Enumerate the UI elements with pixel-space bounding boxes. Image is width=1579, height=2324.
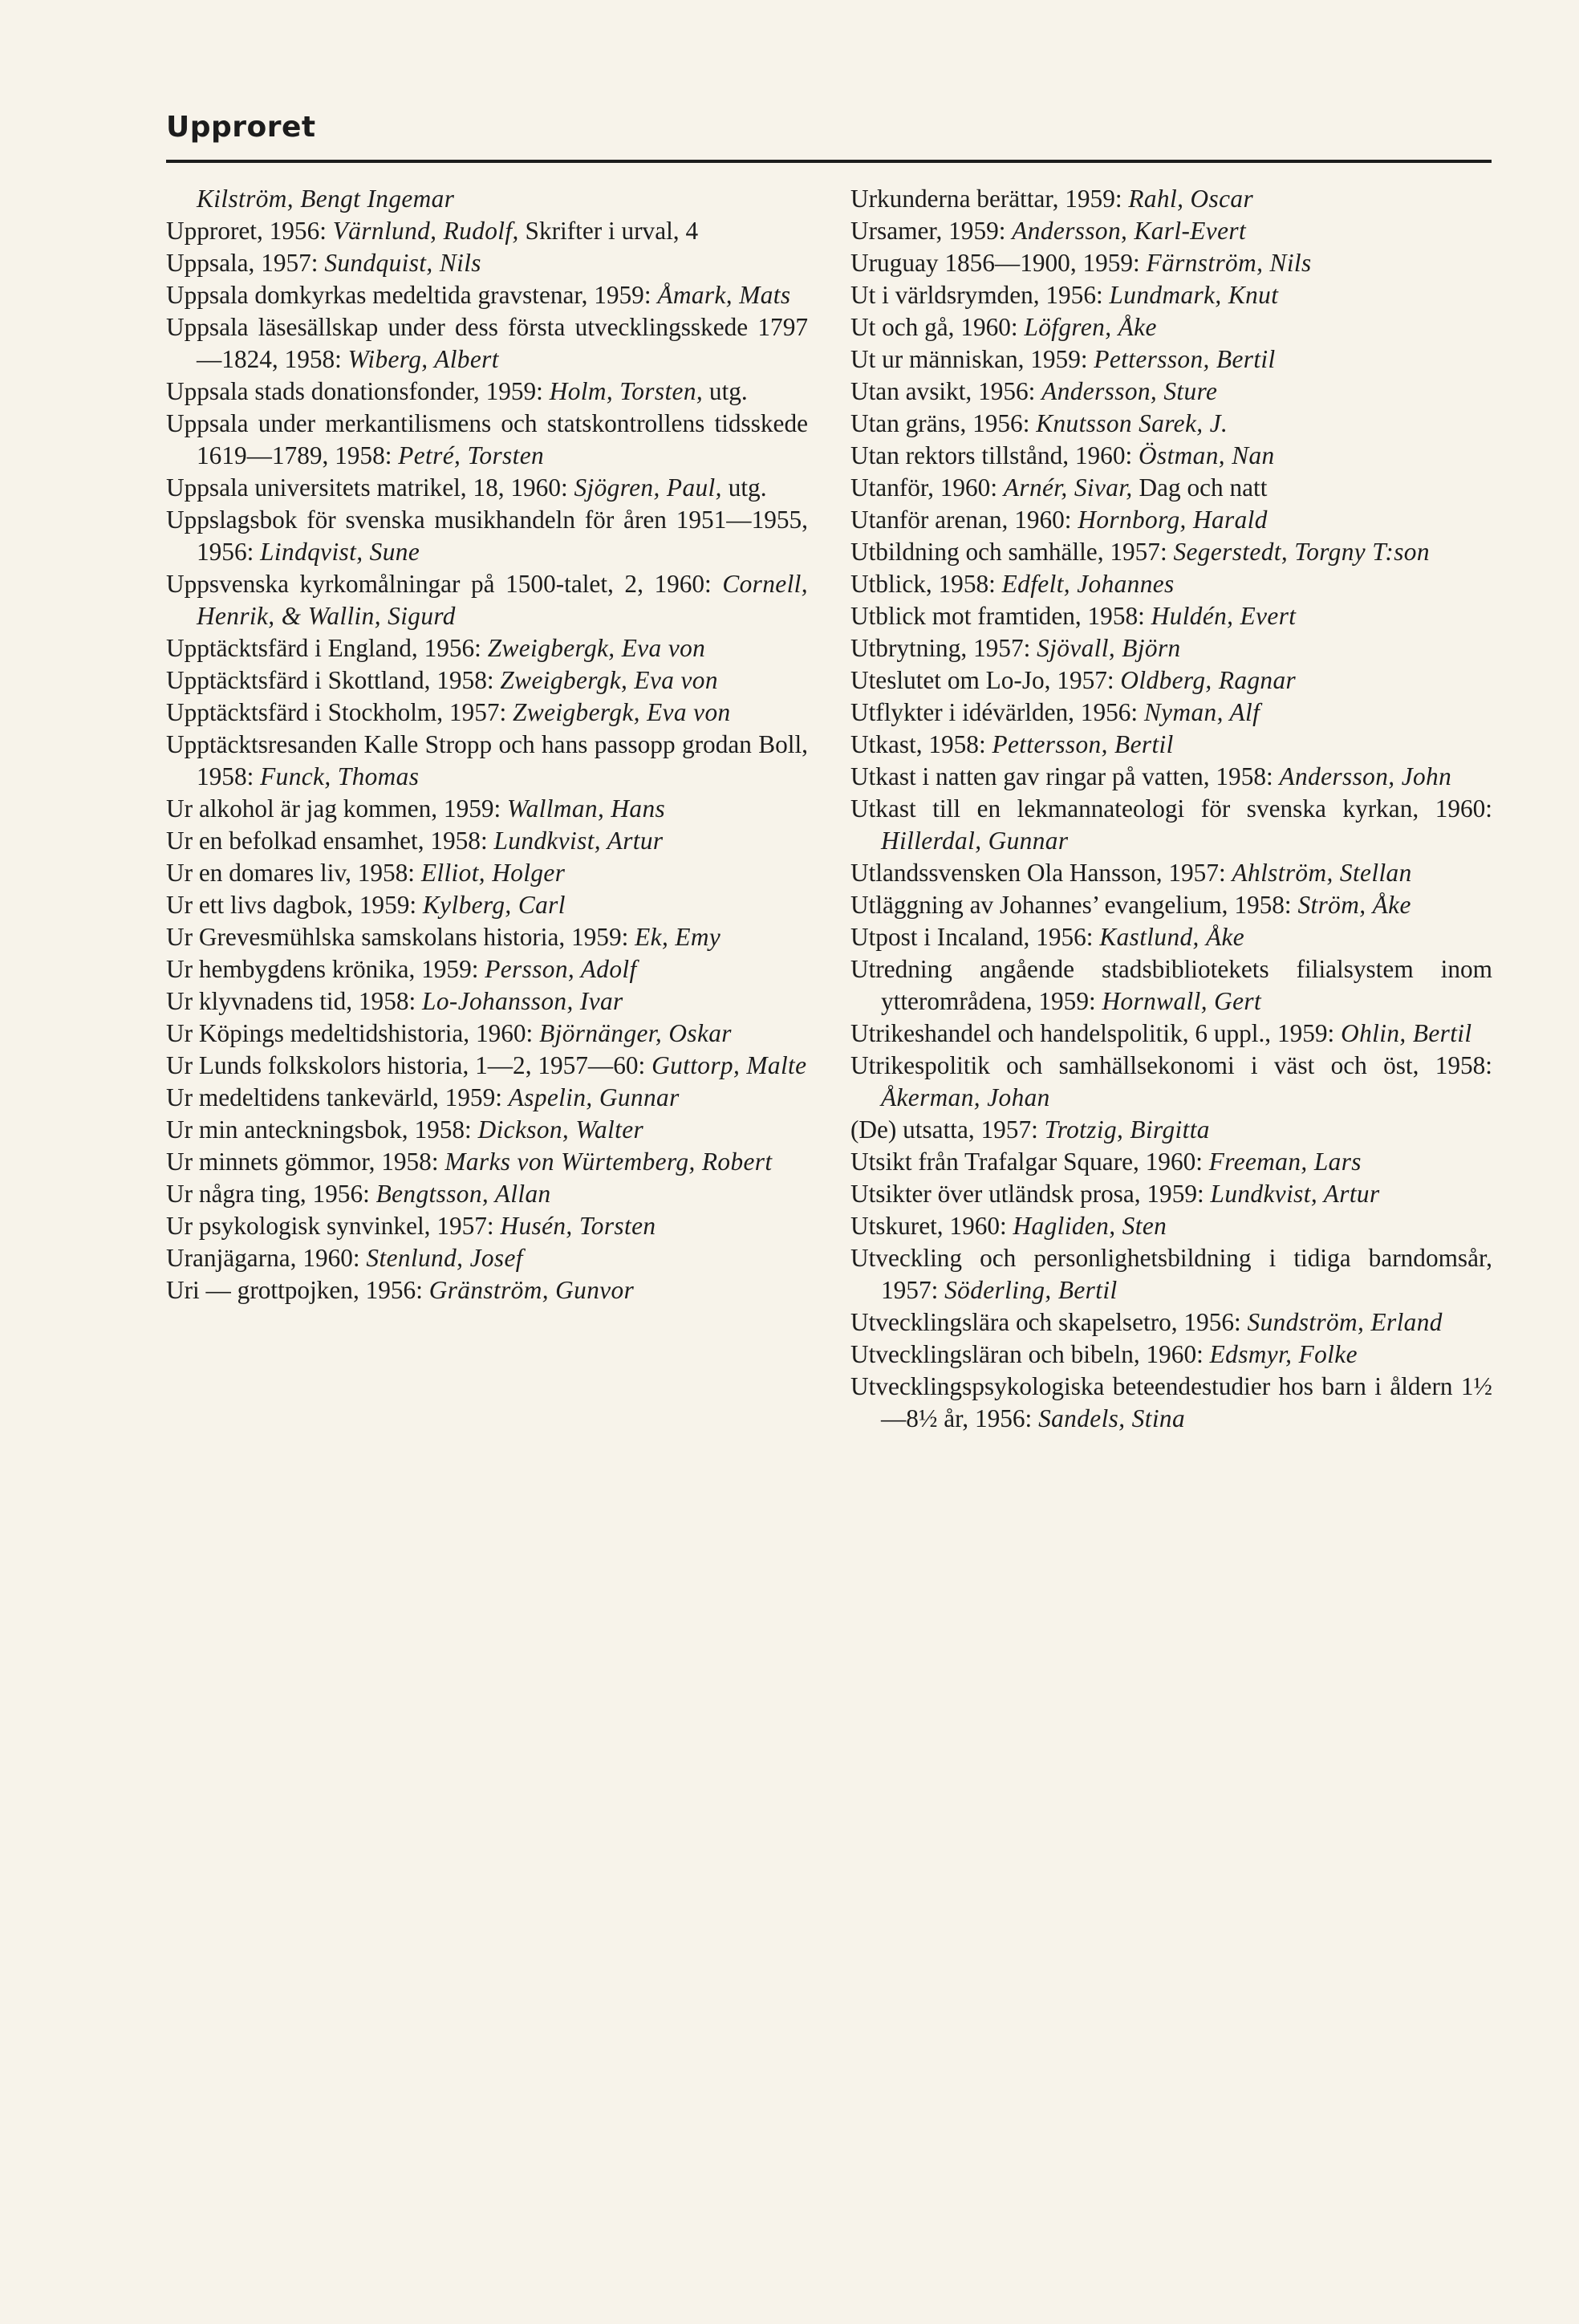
index-entry <box>850 632 1492 664</box>
index-entry <box>166 632 808 664</box>
entry-title: Utlandssvensken Ola Hansson, 1957: <box>850 859 1232 887</box>
entry-title: Utblick mot framtiden, 1958: <box>850 602 1151 630</box>
entry-author: Zweigbergk, Eva von <box>513 698 731 726</box>
entry-author: Ahlström, Stellan <box>1232 859 1412 887</box>
entry-author: Funck, Thomas <box>260 762 420 790</box>
index-entry <box>850 1050 1492 1114</box>
entry-author: Östman, Nan <box>1139 441 1275 469</box>
entry-title: Utbildning och samhälle, 1957: <box>850 538 1174 566</box>
entry-extra: Dag och natt <box>1132 473 1268 502</box>
entry-title: Utläggning av Johannes’ evangelium, 1958: <box>850 891 1298 919</box>
entry-title: Uri — grottpojken, 1956: <box>166 1276 429 1304</box>
entry-title: Ur en domares liv, 1958: <box>166 859 421 887</box>
index-entry <box>850 729 1492 761</box>
entry-title: Ur klyvnadens tid, 1958: <box>166 987 423 1015</box>
index-entry <box>850 343 1492 376</box>
entry-author: Nyman, Alf <box>1143 698 1260 726</box>
index-entry <box>850 440 1492 472</box>
entry-title: Ursamer, 1959: <box>850 217 1013 245</box>
entry-author: Hornborg, Harald <box>1078 506 1268 534</box>
entry-title: Utkast till en lekmannateologi för svenska kyrkan, 1960: <box>850 794 1492 823</box>
index-column-left <box>166 183 808 1306</box>
index-entry <box>850 183 1492 215</box>
index-entry <box>850 697 1492 729</box>
entry-author: Ström, Åke <box>1297 891 1411 919</box>
entry-author: Huldén, Evert <box>1151 602 1297 630</box>
entry-author: Sandels, Stina <box>1038 1404 1186 1432</box>
entry-title: Utpost i Incaland, 1956: <box>850 923 1100 951</box>
entry-title: Utan gräns, 1956: <box>850 409 1037 437</box>
entry-author: Elliot, Holger <box>420 859 566 887</box>
index-entry <box>850 889 1492 921</box>
index-entry <box>850 279 1492 311</box>
entry-author: Sundström, Erland <box>1247 1308 1443 1336</box>
index-entry <box>166 1114 808 1146</box>
entry-title: Utrikespolitik och samhällsekonomi i väst och öst, 1958: <box>850 1051 1492 1079</box>
entry-author: Värnlund, Rudolf, <box>332 217 519 245</box>
index-entry <box>850 568 1492 600</box>
entry-title: Utan rektors tillstånd, 1960: <box>850 441 1139 469</box>
entry-author: Sundquist, Nils <box>324 249 481 277</box>
index-entry <box>850 1210 1492 1242</box>
index-entry <box>166 921 808 953</box>
index-entry <box>850 311 1492 343</box>
entry-author: Lo-Johansson, Ivar <box>422 987 623 1015</box>
entry-title: Utrikeshandel och handelspolitik, 6 uppl., 1959: <box>850 1019 1342 1047</box>
index-entry <box>166 889 808 921</box>
entry-author: Pettersson, Bertil <box>1094 345 1276 373</box>
index-entry <box>850 408 1492 440</box>
index-entry <box>166 1050 808 1082</box>
entry-title: Upproret, 1956: <box>166 217 333 245</box>
index-entry <box>166 697 808 729</box>
entry-author: Stenlund, Josef <box>366 1244 523 1272</box>
entry-author: Marks von Würtemberg, Robert <box>444 1148 773 1176</box>
entry-title: Utflykter i idévärlden, 1956: <box>850 698 1144 726</box>
index-entry <box>850 215 1492 247</box>
entry-author: Sjögren, Paul, <box>574 473 722 502</box>
entry-author: Holm, Torsten, <box>549 377 704 405</box>
entry-extra: Skrifter i urval, 4 <box>518 217 699 245</box>
entry-author: Lindqvist, Sune <box>260 538 420 566</box>
entry-author: Oldberg, Ragnar <box>1120 666 1297 694</box>
index-entry <box>850 376 1492 408</box>
entry-title: Ur alkohol är jag kommen, 1959: <box>166 794 508 823</box>
index-entry <box>166 1018 808 1050</box>
entry-author: Dickson, Walter <box>477 1115 644 1144</box>
entry-author: Åkerman, Johan <box>881 1083 1050 1111</box>
entry-author: Björnänger, Oskar <box>539 1019 732 1047</box>
index-entry <box>850 761 1492 793</box>
entry-author: Ohlin, Bertil <box>1341 1019 1472 1047</box>
entry-title: Ur psykologisk synvinkel, 1957: <box>166 1212 501 1240</box>
index-entry <box>166 825 808 857</box>
index-entry <box>850 1114 1492 1146</box>
entry-title: Ur hembygdens krönika, 1959: <box>166 955 485 983</box>
entry-title: Urkunderna berättar, 1959: <box>850 185 1129 213</box>
index-entry <box>850 1242 1492 1306</box>
entry-title: Upptäcktsfärd i Stockholm, 1957: <box>166 698 513 726</box>
index-entry <box>850 664 1492 697</box>
index-entry <box>166 1210 808 1242</box>
entry-author: Knutsson Sarek, J. <box>1036 409 1228 437</box>
entry-author: Lundkvist, Artur <box>1210 1180 1380 1208</box>
entry-title: Upptäcktsfärd i England, 1956: <box>166 634 488 662</box>
entry-title: Ur minnets gömmor, 1958: <box>166 1148 445 1176</box>
entry-author: Andersson, John <box>1279 762 1452 790</box>
entry-author: Sjövall, Björn <box>1037 634 1181 662</box>
index-entry <box>166 857 808 889</box>
index-column-right <box>850 183 1492 1435</box>
entry-title: Utanför, 1960: <box>850 473 1004 502</box>
entry-title: Utanför arenan, 1960: <box>850 506 1078 534</box>
index-entry <box>850 1178 1492 1210</box>
entry-title: Ut i världsrymden, 1956: <box>850 281 1110 309</box>
index-entry <box>166 408 808 472</box>
entry-title: Utskuret, 1960: <box>850 1212 1013 1240</box>
entry-title: Utvecklingspsykologiska beteendestudier hos barn i åldern 1½—8½ år, 1956: <box>850 1372 1492 1432</box>
index-entry <box>166 1146 808 1178</box>
index-entry <box>166 472 808 504</box>
entry-author: Färnström, Nils <box>1146 249 1312 277</box>
entry-author: Segerstedt, Torgny T:son <box>1173 538 1430 566</box>
entry-author: Aspelin, Gunnar <box>508 1083 680 1111</box>
entry-author: Edsmyr, Folke <box>1209 1340 1358 1368</box>
entry-author: Åmark, Mats <box>657 281 791 309</box>
entry-author: Zweigbergk, Eva von <box>487 634 706 662</box>
index-entry <box>850 953 1492 1018</box>
entry-author: Kilström, Bengt Ingemar <box>197 185 455 213</box>
entry-author: Lundkvist, Artur <box>493 827 664 855</box>
entry-title: Utblick, 1958: <box>850 570 1002 598</box>
entry-author: Cornell, Henrik, & Wallin, Sigurd <box>197 570 808 630</box>
index-entry <box>166 279 808 311</box>
entry-title: Utan avsikt, 1956: <box>850 377 1042 405</box>
entry-title: Ut ur människan, 1959: <box>850 345 1094 373</box>
index-entry <box>166 1178 808 1210</box>
running-head: Upproret <box>166 111 316 144</box>
index-entry <box>166 664 808 697</box>
entry-title: Ur Grevesmühlska samskolans historia, 1959: <box>166 923 635 951</box>
entry-author: Ek, Emy <box>635 923 721 951</box>
index-entry <box>166 1082 808 1114</box>
entry-title: Ur Köpings medeltidshistoria, 1960: <box>166 1019 540 1047</box>
index-entry <box>166 793 808 825</box>
entry-author: Hornwall, Gert <box>1102 987 1262 1015</box>
entry-title: Ur en befolkad ensamhet, 1958: <box>166 827 494 855</box>
entry-author: Löfgren, Åke <box>1024 313 1157 341</box>
index-entry <box>850 1339 1492 1371</box>
index-entry <box>166 504 808 568</box>
entry-title: Ur några ting, 1956: <box>166 1180 376 1208</box>
index-entry <box>166 183 808 215</box>
index-entry <box>166 311 808 376</box>
entry-title: Upptäcktsfärd i Skottland, 1958: <box>166 666 501 694</box>
entry-author: Andersson, Sture <box>1041 377 1218 405</box>
entry-author: Freeman, Lars <box>1208 1148 1362 1176</box>
entry-title: Ur Lunds folkskolors historia, 1—2, 1957—60: <box>166 1051 652 1079</box>
entry-title: Utkast i natten gav ringar på vatten, 1958: <box>850 762 1280 790</box>
index-entry <box>166 247 808 279</box>
entry-title: (De) utsatta, 1957: <box>850 1115 1045 1144</box>
index-entry <box>166 1242 808 1274</box>
index-entry <box>166 568 808 632</box>
index-entry <box>850 793 1492 857</box>
entry-author: Arnér, Sivar, <box>1003 473 1133 502</box>
entry-title: Uppslagsbok för svenska musikhandeln för åren 1951—1955, 1956: <box>166 506 808 566</box>
index-entry <box>166 985 808 1018</box>
entry-author: Pettersson, Bertil <box>992 730 1174 758</box>
entry-title: Ur min anteckningsbok, 1958: <box>166 1115 478 1144</box>
entry-author: Hillerdal, Gunnar <box>881 827 1069 855</box>
index-entry <box>850 1146 1492 1178</box>
index-entry <box>166 953 808 985</box>
index-entry <box>166 729 808 793</box>
entry-author: Persson, Adolf <box>485 955 637 983</box>
entry-author: Kylberg, Carl <box>422 891 566 919</box>
entry-title: Uruguay 1856—1900, 1959: <box>850 249 1147 277</box>
entry-title: Utveckling och personlighetsbildning i tidiga barndomsår, 1957: <box>850 1244 1492 1304</box>
entry-title: Utredning angående stadsbibliotekets filialsystem inom ytterområdena, 1959: <box>850 955 1492 1015</box>
entry-author: Rahl, Oscar <box>1128 185 1254 213</box>
entry-author: Hagliden, Sten <box>1013 1212 1167 1240</box>
entry-title: Uteslutet om Lo-Jo, 1957: <box>850 666 1121 694</box>
entry-author: Andersson, Karl-Evert <box>1012 217 1247 245</box>
entry-author: Husén, Torsten <box>500 1212 656 1240</box>
entry-author: Gränström, Gunvor <box>428 1276 635 1304</box>
entry-author: Söderling, Bertil <box>944 1276 1118 1304</box>
entry-title: Utvecklingslära och skapelsetro, 1956: <box>850 1308 1248 1336</box>
entry-title: Uppsala universitets matrikel, 18, 1960: <box>166 473 574 502</box>
index-entry <box>850 1018 1492 1050</box>
entry-title: Uppsala stads donationsfonder, 1959: <box>166 377 550 405</box>
entry-author: Edfelt, Johannes <box>1001 570 1175 598</box>
index-entry <box>166 215 808 247</box>
index-entry <box>850 600 1492 632</box>
entry-author: Bengtsson, Allan <box>375 1180 551 1208</box>
entry-title: Ur medeltidens tankevärld, 1959: <box>166 1083 509 1111</box>
entry-author: Lundmark, Knut <box>1109 281 1279 309</box>
index-entry <box>850 921 1492 953</box>
entry-extra: utg. <box>703 377 748 405</box>
index-entry <box>850 472 1492 504</box>
entry-extra: utg. <box>721 473 767 502</box>
entry-author: Wallman, Hans <box>507 794 666 823</box>
index-entry <box>850 536 1492 568</box>
entry-title: Ut och gå, 1960: <box>850 313 1025 341</box>
entry-title: Uppsala domkyrkas medeltida gravstenar, 1959: <box>166 281 658 309</box>
entry-title: Uppsala läsesällskap under dess första utvecklingsskede 1797—1824, 1958: <box>166 313 808 373</box>
index-entry <box>850 504 1492 536</box>
entry-author: Zweigbergk, Eva von <box>500 666 718 694</box>
entry-author: Trotzig, Birgitta <box>1044 1115 1210 1144</box>
entry-title: Uranjägarna, 1960: <box>166 1244 367 1272</box>
entry-author: Petré, Torsten <box>398 441 545 469</box>
header-rule <box>166 160 1492 163</box>
entry-title: Uppsvenska kyrkomålningar på 1500-talet, 2, 1960: <box>166 570 723 598</box>
entry-title: Utbrytning, 1957: <box>850 634 1037 662</box>
entry-author: Wiberg, Albert <box>347 345 499 373</box>
index-entry <box>850 857 1492 889</box>
entry-title: Uppsala, 1957: <box>166 249 325 277</box>
entry-title: Utvecklingsläran och bibeln, 1960: <box>850 1340 1210 1368</box>
entry-title: Upptäcktsresanden Kalle Stropp och hans passopp grodan Boll, 1958: <box>166 730 808 790</box>
entry-author: Guttorp, Malte <box>651 1051 807 1079</box>
index-entry <box>850 247 1492 279</box>
entry-title: Ur ett livs dagbok, 1959: <box>166 891 423 919</box>
index-entry <box>166 376 808 408</box>
entry-title: Utsikter över utländsk prosa, 1959: <box>850 1180 1211 1208</box>
entry-title: Utsikt från Trafalgar Square, 1960: <box>850 1148 1209 1176</box>
index-entry <box>850 1371 1492 1435</box>
entry-title: Uppsala under merkantilismens och statskontrollens tidsskede 1619—1789, 1958: <box>166 409 808 469</box>
index-entry <box>850 1306 1492 1339</box>
index-entry <box>166 1274 808 1306</box>
entry-author: Kastlund, Åke <box>1099 923 1245 951</box>
entry-title: Utkast, 1958: <box>850 730 992 758</box>
